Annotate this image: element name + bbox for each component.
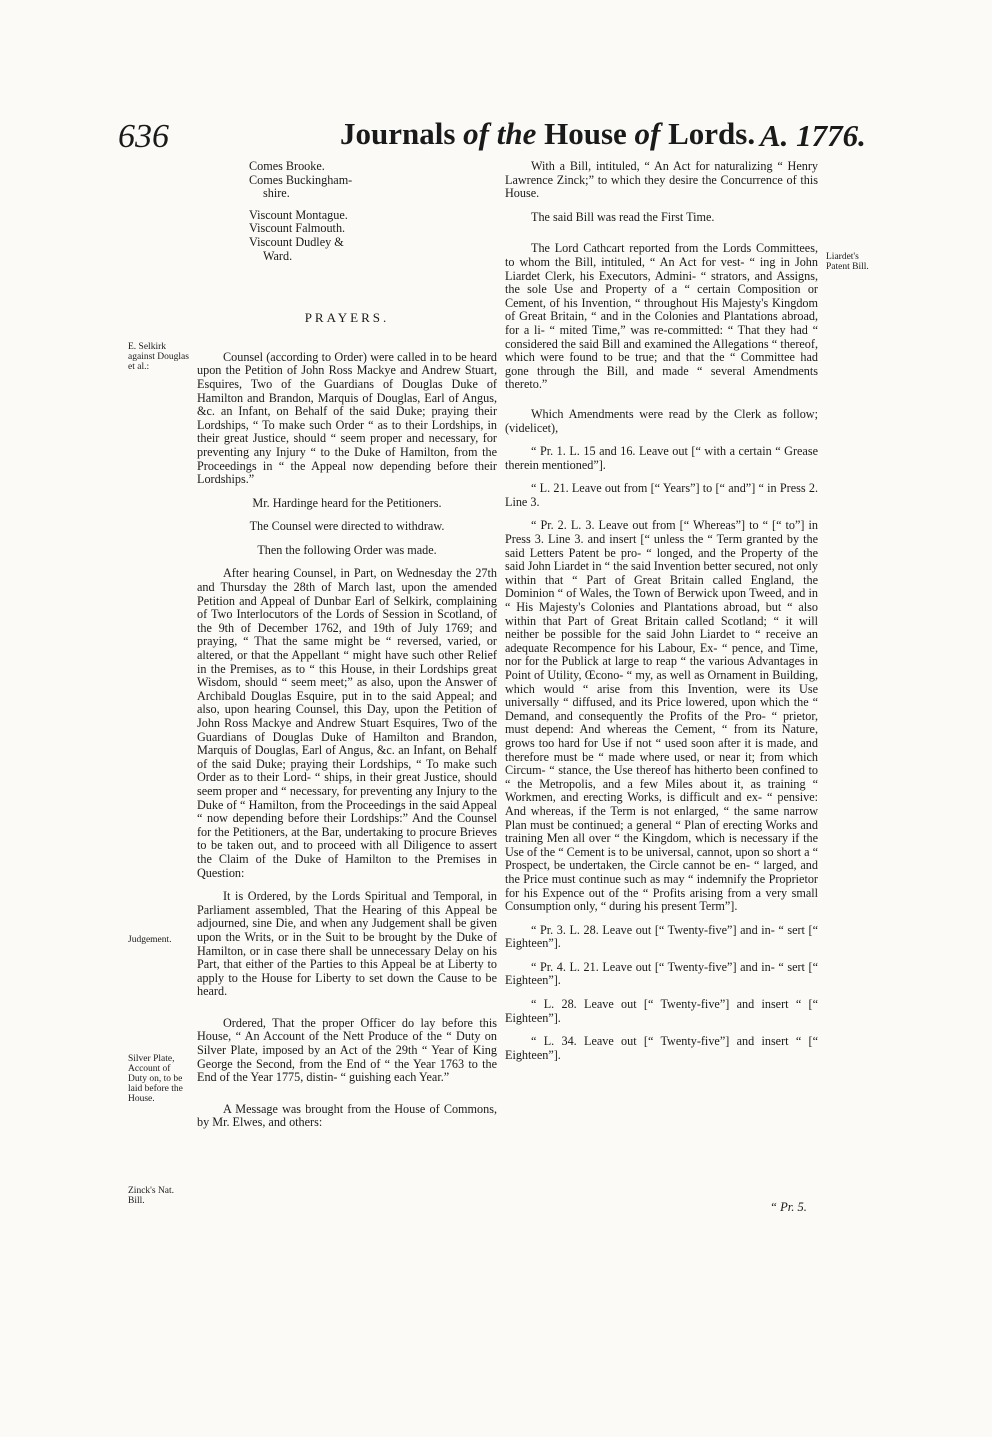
left-paragraph: Counsel (according to Order) were called in to be heard upon the Petition of John Ross Mackye and Andrew Stuart, Esquires, Two of the Guardians of Douglas Duke of Hamilton and Brandon, Marquis of Douglas, Earl of Angus, &c. an Infant, on Behalf of the said Duke; praying their Lordships, “ To make such Order “ as to their Lordships, in their great Justice, should “ seem proper and necessary, for preventing any Injury “ to the Duke of Hamilton, from the Proceedings in “ the Appeal now depending before their Lordships.” — [197, 349, 497, 487]
right-paragraph: The Lord Cathcart reported from the Lords Committees, to whom the Bill, intituled, “ An Act for vest- “ ing in John Liardet Clerk, his Executors, Admini- “ strators, and Assigns, the sole Use and Property of a “ certain Composition or Cement, of his Invention, “ throughout His Majesty's Kingdom of Great Britain, “ and in the Colonies and Plantations abroad, for a li- “ mited Time,” was re-committed: “ That they had “ considered the said Bill and examined the Allegations “ thereof, which were found to be true; and that the “ Committee had gone through the Bill, and made “ several Amendments thereto.” — [505, 241, 818, 392]
left-paragraph: The Counsel were directed to withdraw. — [249, 519, 445, 534]
margin-note-liardet: Liardet's Patent Bill. — [826, 252, 869, 272]
title-of-the: of the — [455, 116, 545, 151]
prayers-heading: PRAYERS. — [304, 310, 390, 326]
right-paragraph: Which Amendments were read by the Clerk as follow; (videlicet), — [505, 406, 818, 435]
left-paragraph: Then the following Order was made. — [257, 542, 437, 557]
right-column — [505, 160, 818, 1072]
left-paragraph: After hearing Counsel, in Part, on Wednesday the 27th and Thursday the 28th of March last, upon the amended Petition and Appeal of Dunbar Earl of Selkirk, complaining of Two Interlocutors of the Lords of Session in Scotland, of the 9th of December 1762, and 19th of July 1769; and praying, “ That the same might be “ reversed, varied, or altered, or that the Appellant “ might have such other Relief in the Premises, as to “ this House, in their Lordships great Wisdom, should “ seem meet;” as also, upon the Answer of Archibald Douglas Esquire, put in to the said Appeal; and also, upon hearing Counsel, this Day, upon the Petition of John Ross Mackye and Andrew Stuart Esquires, Two of the Guardians of Douglas Duke of Hamilton and Brandon, Marquis of Douglas, Earl of Angus, &c. an Infant, on Behalf of the said Duke; praying their Lordships, “ To make such Order as to their Lord- “ ships, in their great Justice, should seem proper and “ necessary, for preventing any Injury to the Duke of “ Hamilton, from the Proceedings in the said Appeal “ now depending before their Lordships:” And the Counsel for the Petitioners, at the Bar, undertaking to procure Brieves to be taken out, and to proceed with all Diligence to assert the Claim of the Duke of Hamilton to the Premises in Question: — [197, 566, 497, 880]
right-paragraph: The said Bill was read the First Time. — [531, 209, 715, 224]
peer-entry: Ward. — [263, 248, 293, 263]
title-lords: Lords. — [668, 116, 756, 151]
peer-entry: shire. — [263, 186, 290, 201]
peer-entry: Viscount Dudley & — [249, 234, 344, 249]
left-paragraph: Ordered, That the proper Officer do lay before this House, “ An Account of the Nett Produce of the “ Duty on Silver Plate, imposed by an Act of the 29th “ Year of King George the Second, from the End of “ the Year 1763 to the End of the Year 1775, distin- “ guishing each Year.” — [197, 1015, 497, 1085]
year-heading: A. 1776. — [760, 118, 866, 153]
right-paragraph: With a Bill, intituled, “ An Act for naturalizing “ Henry Lawrence Zinck;” to which they desire the Concurrence of this House. — [505, 159, 818, 201]
right-paragraph: “ Pr. 2. L. 3. Leave out from [“ Whereas”] to “ [“ to”] in Press 3. Line 3. and insert [“ unless the “ Term granted by the said Letters Patent be pro- “ longed, and the Property of the said John Liardet in “ the said Invention better secured, not only within that “ Part of Great Britain called England, the Dominion “ of Wales, the Town of Berwick upon Tweed, and in “ His Majesty's Colonies and Plantations abroad, but “ also within that Part of Great Britain called Scotland; “ it will neither be possible for the said John Liardet to “ receive an adequate Recompence for his Labour, Ex- “ pence, and Time, nor for the Publick at large to reap “ the various Advantages in Point of Utility, Œcono- “ my, as well as Ornament in Building, which would “ arise from this Invention, were its Use universally “ diffused, and its Price lowered, upon which the “ Demand, and consequently the Profits of the Pro- “ prietor, must depend: And whereas the Cement, “ from its Nature, grows too hard for Use if not “ used soon after it is made, and therefore must be “ made where used, or near it; from which Circum- “ stance, the Use thereof has hitherto been confined to “ the Metropolis, and a few Miles about it, as training “ Workmen, and erecting Works, is difficult and ex- “ pensive: And whereas, if the Term is not enlarged, “ the same narrow Plan must be continued; a general “ Plan of erecting Works and training Men all over “ the Kingdom, which is necessary if the Use of the “ Cement is to be universal, cannot, upon so short a “ Prospect, be undertaken, the Circle cannot be en- “ larged, and the Price must continue such as may “ indemnify the Proprietor for his Expence out of the “ Profits arising from a very small Consumption only, “ during his present Term”]. — [505, 518, 818, 914]
peer-entry: Comes Buckingham- — [249, 172, 353, 187]
right-paragraph: “ Pr. 3. L. 28. Leave out [“ Twenty-five”] and in- “ sert [“ Eighteen”]. — [505, 922, 818, 951]
margin-note-selkirk: E. Selkirk against Douglas et al.: — [128, 342, 189, 372]
title-of: of — [626, 116, 669, 151]
right-paragraph: “ L. 28. Leave out [“ Twenty-five”] and insert “ [“ Eighteen”]. — [505, 997, 818, 1025]
title-house: House — [544, 116, 627, 151]
peers-list — [249, 160, 497, 263]
journal-title — [340, 116, 755, 152]
catchword: “ Pr. 5. — [770, 1200, 807, 1214]
right-paragraph: “ L. 21. Leave out from [“ Years”] to [“ and”] “ in Press 2. Line 3. — [505, 481, 818, 509]
left-column — [197, 160, 497, 1140]
margin-note-zinck: Zinck's Nat. Bill. — [128, 1186, 175, 1206]
peer-entry: Comes Brooke. — [249, 159, 325, 173]
right-paragraph: “ Pr. 4. L. 21. Leave out [“ Twenty-five”] and in- “ sert [“ Eighteen”]. — [505, 959, 818, 988]
right-paragraph: “ L. 34. Leave out [“ Twenty-five”] and insert “ [“ Eighteen”]. — [505, 1034, 818, 1062]
left-paragraph: A Message was brought from the House of Commons, by Mr. Elwes, and others: — [197, 1101, 497, 1130]
left-paragraph: Mr. Hardinge heard for the Petitioners. — [252, 495, 442, 510]
page-number: 636 — [118, 118, 169, 155]
peer-entry: Viscount Montague. — [249, 207, 348, 222]
title-journals: Journals — [340, 116, 456, 151]
left-paragraph: It is Ordered, by the Lords Spiritual and Temporal, in Parliament assembled, That the Hearing of this Appeal be adjourned, sine Die, and when any Judgement shall be given upon the Writs, or in the Suit to be brought by the Duke of Hamilton, or in case there shall be unnecessary Delay on his Part, that either of the Parties to this Appeal be at Liberty to apply to the House for Liberty to set down the Cause to be heard. — [197, 889, 497, 999]
margin-note-judgement: Judgement. — [128, 935, 172, 945]
margin-note-silver-plate: Silver Plate, Account of Duty on, to be laid before the House. — [128, 1054, 183, 1104]
peer-entry: Viscount Falmouth. — [249, 221, 346, 236]
right-paragraph: “ Pr. 1. L. 15 and 16. Leave out [“ with a certain “ Grease therein mentioned”]. — [505, 444, 818, 472]
